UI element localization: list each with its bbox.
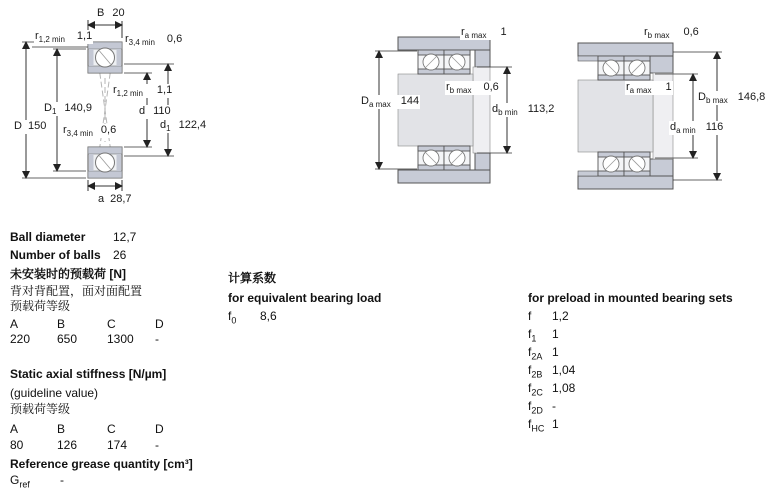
- dim-ra-max-1: $r_{a max}$ 1: [461, 26, 507, 41]
- preload-mounted-title: for preload in mounted bearing sets: [528, 291, 733, 305]
- factor-value: 1: [552, 345, 559, 359]
- factor-symbol: $f_{2D}$: [528, 399, 543, 416]
- dim-d1: $d_1$ 122,4: [160, 119, 207, 134]
- factor-row-f2B: [528, 363, 575, 382]
- dim-a: a 28,7: [97, 193, 133, 207]
- bearing-pair-bottom: [598, 152, 650, 176]
- dim-rb-max-2: $r_{b max}$ 0,6: [644, 26, 699, 41]
- grease-quantity-title: Reference grease quantity [cm³]: [10, 457, 193, 471]
- spec-ball-diameter: Ball diameter 12,7: [10, 230, 137, 244]
- dim-da-min: $d_{a min}$ 116: [670, 121, 724, 136]
- factor-symbol: f: [528, 309, 532, 323]
- dim-B: B 20: [96, 7, 126, 21]
- stiffness-class-values: 80 126 174 -: [10, 438, 159, 452]
- preload-unmounted-line2: 预载荷等级: [10, 299, 71, 313]
- dim-d: d 110: [138, 105, 172, 119]
- axial-stiffness-line2: 预载荷等级: [10, 402, 71, 416]
- dim-Da-max: $D_{a max}$ 144: [361, 95, 420, 110]
- factor-value: -: [552, 399, 556, 413]
- dim-r12-top: $r_{1,2 min}$ 1,1: [35, 30, 93, 45]
- number-of-balls-value: 26: [113, 248, 127, 262]
- ball-diameter-value: 12,7: [113, 230, 137, 244]
- calc-factors-title: 计算系数: [228, 271, 277, 285]
- factor-row-f: [528, 309, 569, 328]
- factor-row-f1: [528, 327, 559, 346]
- spec-column: [10, 225, 225, 494]
- preload-unmounted-line1: 背对背配置，面对面配置: [10, 284, 143, 298]
- dim-r34-bottom: $r_{3,4 min}$ 0,6: [63, 124, 117, 139]
- dim-Db-max: $D_{b max}$ 146,8: [698, 91, 766, 106]
- calc-factors-column: [228, 225, 488, 345]
- spec-number-of-balls: Number of balls 26: [10, 248, 127, 262]
- factor-symbol: $f_{2B}$: [528, 363, 543, 380]
- equivalent-load-title: for equivalent bearing load: [228, 291, 382, 305]
- factor-value: 1: [552, 327, 559, 341]
- factor-row-f0: [228, 309, 277, 328]
- factor-value: 1,04: [552, 363, 576, 377]
- factor-value: 1,08: [552, 381, 576, 395]
- dim-r34-top: $r_{3,4 min}$ 0,6: [125, 33, 183, 48]
- dim-rb-max-1: $r_{b max}$ 0,6: [446, 81, 499, 96]
- bearing-bottom-section: [88, 147, 122, 178]
- dim-D: D 150: [13, 120, 47, 134]
- factor-value: 1: [552, 417, 559, 431]
- factor-symbol: $f_{HC}$: [528, 417, 545, 434]
- bearing-top-section: [88, 42, 122, 73]
- dim-D1: $D_1$ 140,9: [44, 102, 92, 117]
- preload-factors-column: [528, 225, 768, 445]
- preload-class-values: 220 650 1300 -: [10, 332, 159, 346]
- factor-symbol: $f_{2C}$: [528, 381, 543, 398]
- factor-row-f2D: [528, 399, 556, 418]
- axial-stiffness-line1: (guideline value): [10, 386, 99, 400]
- stiffness-class-headers: A B C D: [10, 422, 164, 436]
- bearing-pair-top: [418, 50, 470, 74]
- factor-symbol: $f_{2A}$: [528, 345, 543, 362]
- dim-db-min: $d_{b min}$ 113,2: [492, 103, 555, 118]
- factor-symbol: $f_1$: [528, 327, 537, 344]
- factor-row-f2A: [528, 345, 559, 364]
- bearing-pair-top: [598, 56, 650, 80]
- factor-value: 8,6: [260, 309, 277, 323]
- grease-symbol: $G_{ref}$: [10, 473, 30, 490]
- grease-quantity-row: [10, 473, 64, 492]
- preload-unmounted-title: 未安装时的预载荷 [N]: [10, 267, 126, 281]
- bearing-pair-bottom: [418, 146, 470, 170]
- grease-value: -: [60, 473, 64, 487]
- factor-row-fHC: [528, 417, 559, 436]
- factor-symbol: $f_0$: [228, 309, 237, 326]
- preload-class-headers: A B C D: [10, 317, 164, 331]
- axial-stiffness-title: Static axial stiffness [N/µm]: [10, 367, 167, 381]
- factor-value: 1,2: [552, 309, 569, 323]
- dim-ra-max-2: $r_{a max}$ 1: [626, 81, 672, 96]
- dim-r12-right: $r_{1,2 min}$ 1,1: [113, 84, 173, 99]
- factor-row-f2C: [528, 381, 575, 400]
